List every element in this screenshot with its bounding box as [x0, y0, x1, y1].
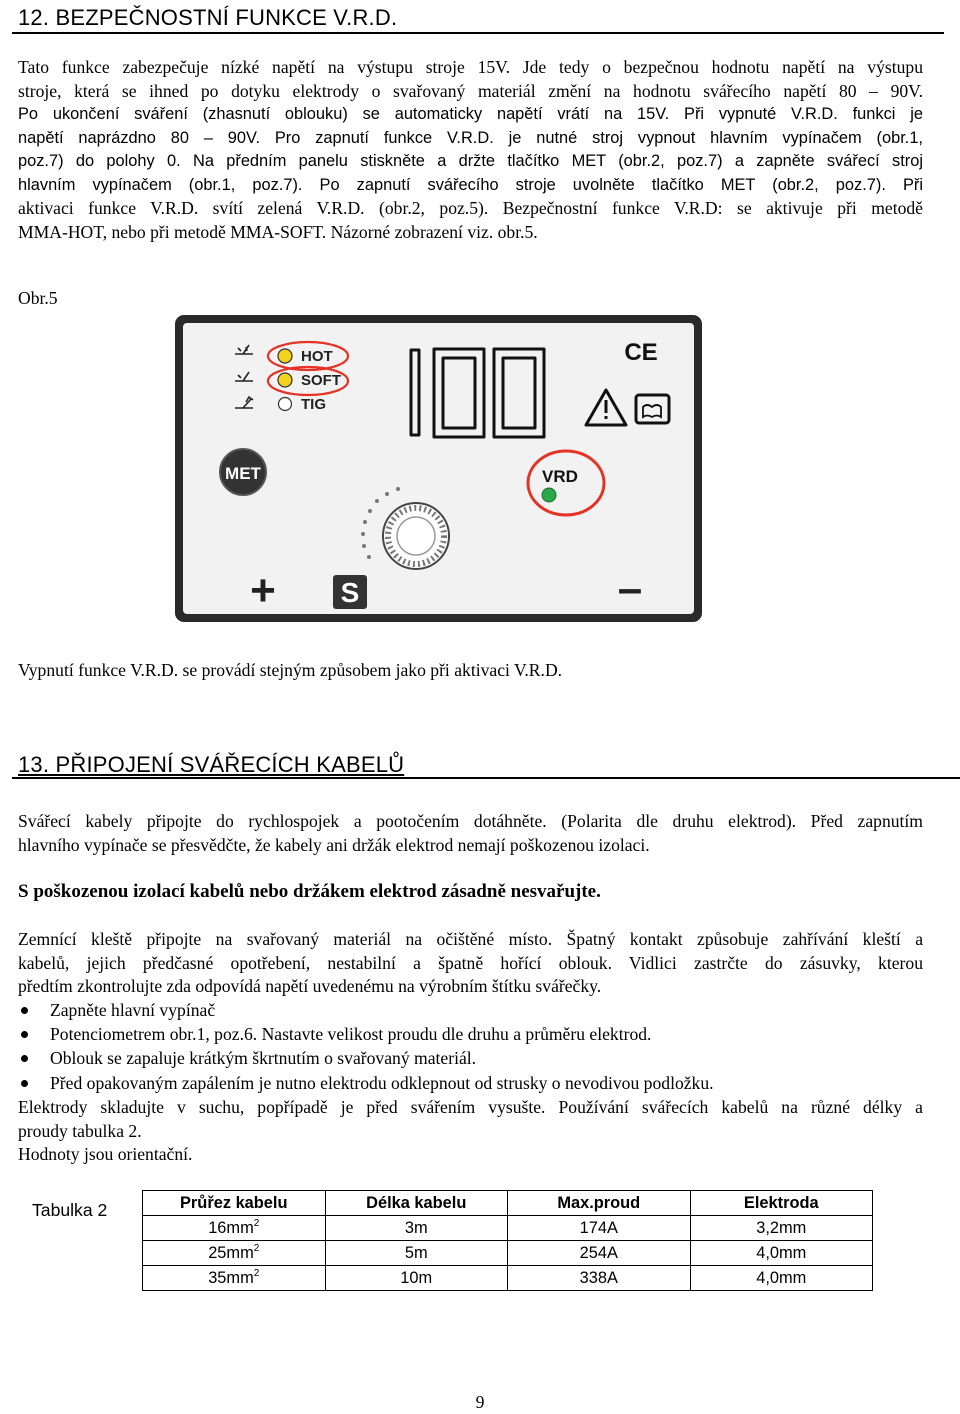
column-header: Elektroda — [690, 1191, 873, 1216]
paragraph-line: Tato funkce zabezpečuje nízké napětí na výstupu stroje 15V. Jde tedy o bezpečnou hodnotu napětí na výstupu — [18, 57, 923, 77]
paragraph-line: Hodnoty jsou orientační. — [18, 1144, 193, 1164]
electrode-storage-paragraph — [18, 1096, 923, 1167]
plus-icon: + — [250, 566, 276, 614]
heading-rule — [12, 32, 944, 34]
minus-icon: – — [617, 564, 643, 613]
cross-section-cell: $16mm^2$ — [143, 1216, 326, 1241]
ground-clamp-paragraph — [18, 928, 923, 999]
paragraph-line: Po ukončení sváření (zhasnutí oblouku) se automaticky napětí vrátí na 15V. Při vypnuté V.R.D. funkci je — [18, 105, 923, 123]
table-row — [143, 1241, 873, 1266]
paragraph-line: hlavního vypínače se přesvědčte, že kabely ani držák elektrod nemají poškozenou izolaci. — [18, 834, 650, 855]
panel-face — [183, 323, 694, 614]
paragraph-line: Svářecí kabely připojte do rychlospojek a pootočením dotáhněte. (Polarita dle druhu elektrod). Před zapnutím — [18, 811, 923, 831]
column-header: Průřez kabelu — [143, 1191, 326, 1216]
paragraph-line: proudy tabulka 2. — [18, 1120, 142, 1141]
vrd-description-paragraph — [18, 56, 923, 244]
s-button-label: S — [340, 577, 360, 608]
insulation-warning: S poškozenou izolací kabelů nebo držákem elektrod zásadně nesvařujte. — [18, 881, 601, 902]
electrode-cell: 4,0mm — [690, 1241, 873, 1266]
list-item: Oblouk se zapaluje krátkým škrtnutím o svařovaný materiál. — [18, 1046, 714, 1070]
paragraph-line: Elektrody skladujte v suchu, popřípadě je před svářením vysušte. Používání svářecích kabelů na různé délky a — [18, 1097, 923, 1117]
vrd-label: VRD — [542, 467, 578, 486]
table-header-row — [143, 1191, 873, 1216]
page-number: 9 — [475, 1392, 485, 1412]
warning-icon — [586, 390, 626, 425]
paragraph-line: MMA-HOT, nebo při metodě MMA-SOFT. Názorné zobrazení viz. obr.5. — [18, 221, 538, 242]
figure-label: Obr.5 — [18, 288, 58, 308]
length-cell: 10m — [325, 1266, 508, 1291]
current-knob[interactable] — [361, 487, 449, 569]
soft-led — [278, 373, 292, 387]
paragraph-line: napětí naprázdno 80 – 90V. Pro zapnutí funkce V.R.D. je nutné stroj vypnout hlavním vypínačem (obr.1, — [18, 128, 923, 147]
list-item: Potenciometrem obr.1, poz.6. Nastavte velikost proudu dle druhu a průměru elektrod. — [18, 1022, 714, 1046]
cross-section-cell: $25mm^2$ — [143, 1241, 326, 1266]
section-13-heading: 13. PŘIPOJENÍ SVÁŘECÍCH KABELŮ — [18, 752, 405, 777]
cable-table — [142, 1190, 873, 1291]
vrd-led — [542, 488, 556, 502]
hot-led — [278, 349, 292, 363]
table-label: Tabulka 2 — [32, 1200, 108, 1220]
ce-mark: CE — [624, 339, 658, 366]
list-item: Před opakovaným zapálením je nutno elektrodu odklepnout od strusky o nevodivou podložku. — [18, 1071, 714, 1095]
heading-rule — [12, 777, 960, 779]
s-button[interactable] — [333, 575, 367, 609]
table-row — [143, 1216, 873, 1241]
paragraph-line: Zemnící kleště připojte na svařovaný materiál na očištěné místo. Špatný kontakt způsobuje zahřívání kleští a — [18, 929, 923, 949]
soft-mode-icon — [235, 372, 253, 381]
paragraph-line: stroje, která se ihned po dotyku elektrody o svařovaný materiál změní na hodnotu svářecího napětí 80 – 90V. — [18, 80, 923, 101]
electrode-cell: 3,2mm — [690, 1216, 873, 1241]
cable-connection-paragraph — [18, 810, 923, 857]
paragraph-line: předtím zkontrolujte zda odpovídá napětí uvedenému na výrobním štítku svářečky. — [18, 976, 602, 996]
hot-mode-icon — [235, 345, 253, 354]
list-item: Zapněte hlavní vypínač — [18, 998, 714, 1022]
column-header: Délka kabelu — [325, 1191, 508, 1216]
section-12-heading: 12. BEZPEČNOSTNÍ FUNKCE V.R.D. — [18, 5, 398, 30]
tig-mode-label: TIG — [301, 396, 326, 413]
paragraph-line: hlavním vypínačem (obr.1, poz.7). Po zapnutí svářecího stroje uvolněte tlačítko MET (obr.2, poz.7). Při — [18, 175, 923, 194]
current-cell: 254A — [508, 1241, 691, 1266]
column-header: Max.proud — [508, 1191, 691, 1216]
length-cell: 3m — [325, 1216, 508, 1241]
seven-segment-display — [411, 349, 544, 437]
read-manual-icon — [636, 395, 669, 423]
table-row — [143, 1266, 873, 1291]
hot-mode-label: HOT — [301, 348, 333, 365]
vrd-deactivation-note: Vypnutí funkce V.R.D. se provádí stejným způsobem jako při aktivaci V.R.D. — [18, 660, 563, 680]
tig-led — [279, 398, 292, 411]
paragraph-line: aktivaci funkce V.R.D. svítí zelená V.R.D. (obr.2, poz.5). Bezpečnostní funkce V.R.D: se aktivuje při metodě — [18, 198, 923, 218]
tig-mode-icon — [235, 397, 253, 408]
soft-mode-label: SOFT — [301, 372, 341, 389]
procedure-list — [18, 998, 714, 1095]
cross-section-cell: $35mm^2$ — [143, 1266, 326, 1291]
current-cell: 174A — [508, 1216, 691, 1241]
paragraph-line: poz.7) do polohy 0. Na předním panelu stiskněte a držte tlačítko MET (obr.2, poz.7) a zapněte svářecí stroj — [18, 152, 923, 170]
paragraph-line: kabelů, jejich předčasné opotřebení, nestabilní a špatně hořící oblouk. Vidlici zastrčte do zásuvky, kterou — [18, 952, 923, 973]
electrode-cell: 4,0mm — [690, 1266, 873, 1291]
current-cell: 338A — [508, 1266, 691, 1291]
welder-front-panel — [175, 315, 702, 622]
met-button-label: MET — [225, 464, 261, 483]
met-button[interactable] — [220, 449, 266, 495]
length-cell: 5m — [325, 1241, 508, 1266]
panel-drawing — [183, 323, 694, 614]
